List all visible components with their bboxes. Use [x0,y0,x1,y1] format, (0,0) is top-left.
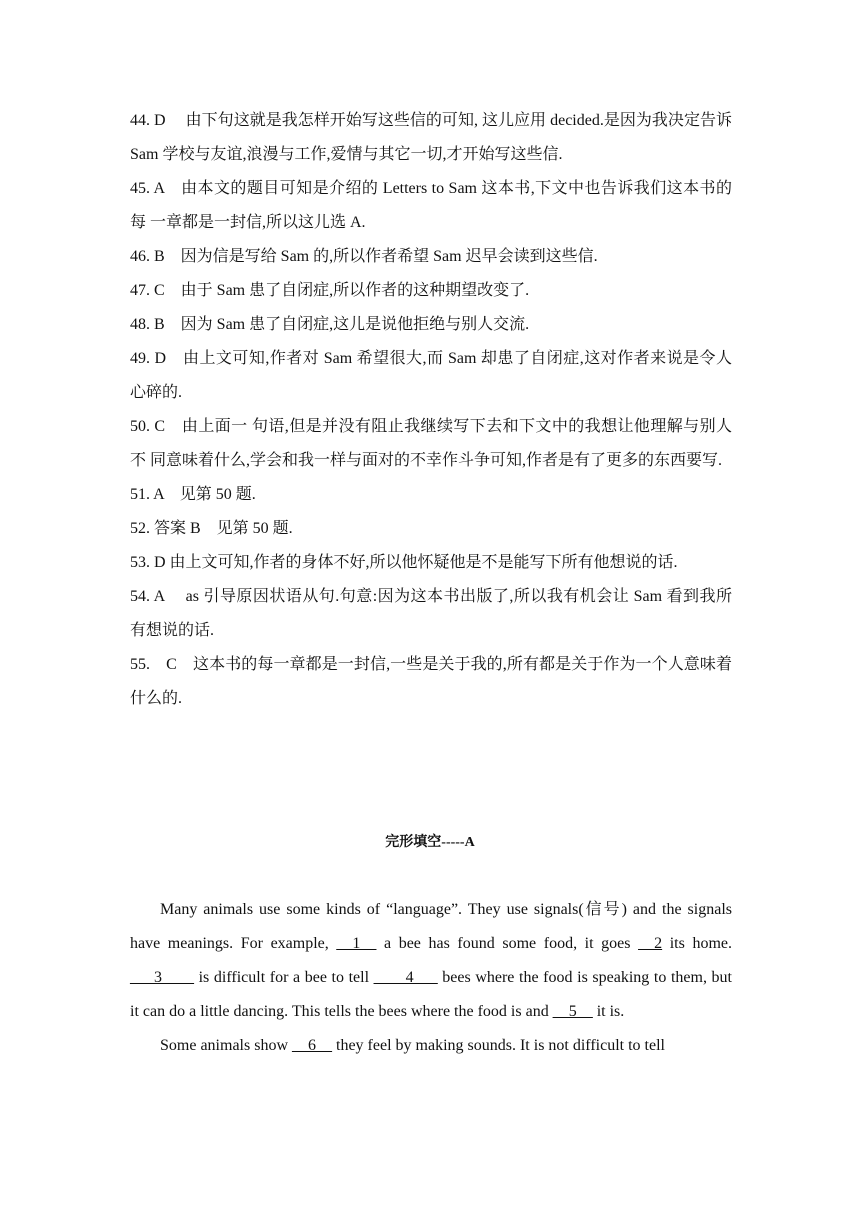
answer-55: 55. C 这本书的每一章都是一封信,一些是关于我的,所有都是关于作为一个人意味着什么的. [130,656,732,707]
blank-1: __1__ [336,935,377,952]
answer-47: 47. C 由于 Sam 患了自闭症,所以作者的这种期望改变了. [130,282,530,299]
passage-text: they feel by making sounds. It is not difficult to tell [332,1037,665,1054]
answer-48: 48. B 因为 Sam 患了自闭症,这儿是说他拒绝与别人交流. [130,316,530,333]
passage-text: a bee has found some food, it goes [376,935,639,952]
passage-text: bees where the food is speaking to them, but it can do a little dancing. This tells the bees where the food is and [130,969,733,1020]
passage-text: is difficult for a bee to tell [194,969,374,986]
answer-52: 52. 答案 B 见第 50 题. [130,520,293,537]
answer-51: 51. A 见第 50 题. [130,486,256,503]
blank-5: __5__ [552,1003,593,1020]
blank-4: ____4___ [373,969,438,986]
passage-text: its home. [662,935,733,952]
answer-46: 46. B 因为信是写给 Sam 的,所以作者希望 Sam 迟早会读到这些信. [130,248,598,265]
answer-45: 45. A 由本文的题目可知是介绍的 Letters to Sam 这本书,下文中也告诉我们这本书的每 一章都是一封信,所以这儿选 A. [130,180,732,231]
answer-53: 53. D 由上文可知,作者的身体不好,所以他怀疑他是不是能写下所有他想说的话. [130,554,678,571]
passage-paragraph-2 [130,1029,732,1063]
answer-44: 44. D 由下句这就是我怎样开始写这些信的可知, 这儿应用 decided.是因为我决定告诉 Sam 学校与友谊,浪漫与工作,爱情与其它一切,才开始写这些信. [130,112,732,163]
answer-49: 49. D 由上文可知,作者对 Sam 希望很大,而 Sam 却患了自闭症,这对作者来说是令人 心碎的. [130,350,732,401]
answer-50: 50. C 由上面一 句语,但是并没有阻止我继续写下去和下文中的我想让他理解与别人不 同意味着什么,学会和我一样与面对的不幸作斗争可知,作者是有了更多的东西要写. [130,418,732,469]
passage-text: Many animals use some kinds of “language”. They use signals(信号) and the signals have meanings. For example, [130,901,732,952]
blank-2: __2 [638,935,663,952]
cloze-passage [130,893,732,1063]
blank-6: __6__ [292,1037,332,1054]
passage-text: Some animals show [160,1037,292,1054]
answer-list [130,104,732,716]
blank-3: ___3____ [130,969,194,986]
answer-54: 54. A as 引导原因状语从句.句意:因为这本书出版了,所以我有机会让 Sam 看到我所 有想说的话. [130,588,732,639]
section-title: 完形填空-----A [385,835,475,850]
passage-text: it is. [592,1003,625,1020]
passage-paragraph-1 [130,893,732,1029]
